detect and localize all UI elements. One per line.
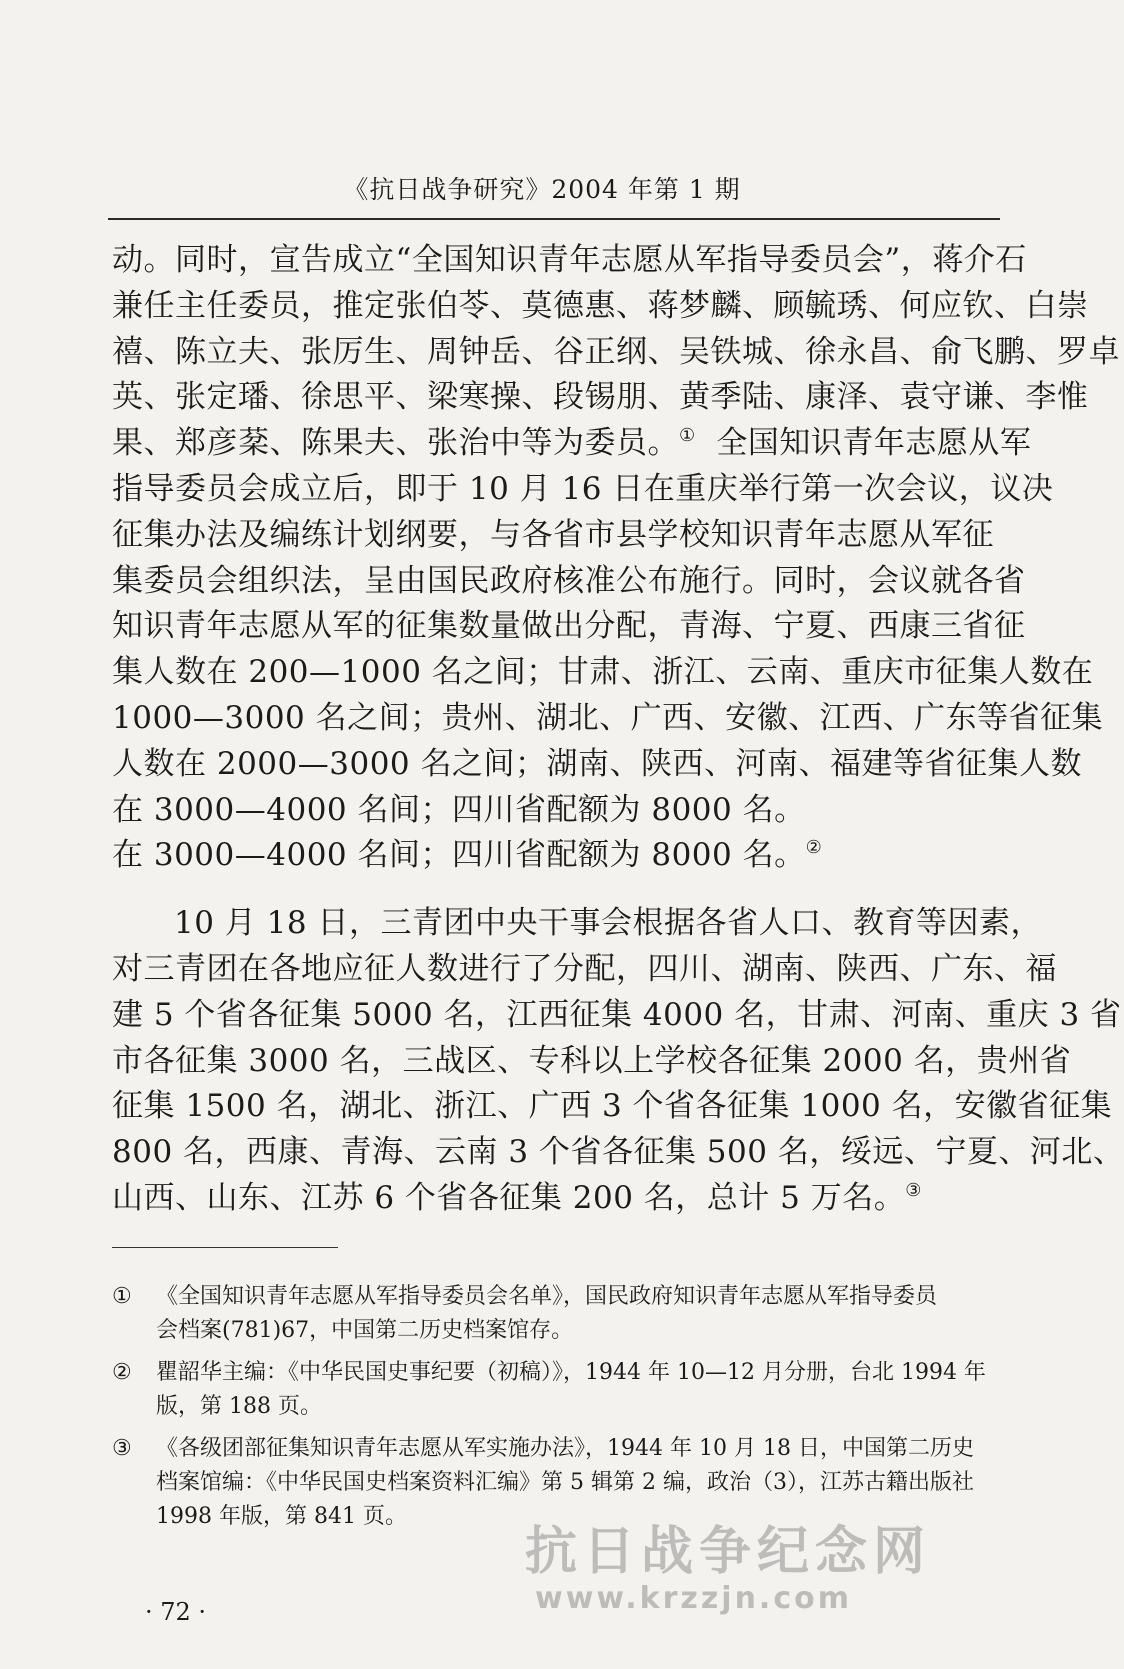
text-line: 10 月 18 日，三青团中央干事会根据各省人口、教育等因素， — [174, 905, 1042, 942]
footnote-line: 瞿韶华主编：《中华民国史事纪要（初稿）》，1944 年 10—12 月分册，台北 1994 年 — [156, 1360, 986, 1385]
text-line: 在 3000—4000 名间；四川省配额为 8000 名。 — [112, 791, 806, 828]
footnote-ref-2[interactable]: ② — [805, 837, 823, 859]
text-segment: 全国知识青年志愿从军 — [716, 425, 1032, 462]
footnote-2 — [112, 1356, 1000, 1424]
footnote-3 — [112, 1432, 1000, 1534]
footnote-rule — [112, 1247, 338, 1248]
text-line — [112, 421, 1032, 467]
footnote-1 — [112, 1280, 1000, 1348]
text-segment: 果、郑彦棻、陈果夫、张治中等为委员。 — [112, 425, 679, 462]
text-line: 对三青团在各地应征人数进行了分配，四川、湖南、陕西、广东、福 — [112, 950, 1057, 987]
text-line: 征集 1500 名，湖北、浙江、广西 3 个省各征集 1000 名，安徽省征集 — [112, 1088, 1113, 1125]
paragraph-gap — [112, 879, 1000, 901]
footnote-mark: ② — [112, 1360, 132, 1385]
footnote-ref-3[interactable]: ③ — [905, 1179, 922, 1201]
text-line: 知识青年志愿从军的征集数量做出分配，青海、宁夏、西康三省征 — [112, 608, 1026, 645]
footnote-mark: ③ — [112, 1436, 132, 1461]
text-line — [112, 833, 1000, 879]
footnotes — [112, 1280, 1000, 1542]
text-line: 指导委员会成立后，即于 10 月 16 日在重庆举行第一次会议，议决 — [112, 470, 1054, 507]
page-number: · 72 · — [145, 1598, 207, 1626]
header-rule — [108, 218, 1000, 220]
body-text — [112, 238, 1124, 1222]
footnote-line: 1998 年版，第 841 页。 — [156, 1504, 407, 1529]
running-header: 《抗日战争研究》2004 年第 1 期 — [343, 175, 741, 204]
text-line: 市各征集 3000 名，三战区、专科以上学校各征集 2000 名，贵州省 — [112, 1042, 1072, 1079]
text-line: 征集办法及编练计划纲要，与各省市县学校知识青年志愿从军征 — [112, 516, 994, 553]
footnote-mark: ① — [112, 1284, 132, 1309]
text-line: 山西、山东、江苏 6 个省各征集 200 名，总计 5 万名。③ — [112, 1179, 922, 1216]
text-segment: 在 3000—4000 名间；四川省配额为 8000 名。 — [112, 837, 806, 874]
text-line: 集委员会组织法，呈由国民政府核准公布施行。同时，会议就各省 — [112, 562, 1026, 599]
text-line: 集人数在 200—1000 名之间；甘肃、浙江、云南、重庆市征集人数在 — [112, 654, 1094, 691]
text-line: 1000—3000 名之间；贵州、湖北、广西、安徽、江西、广东等省征集 — [112, 699, 1104, 736]
footnote-line: 档案馆编：《中华民国史档案资料汇编》第 5 辑第 2 编，政治（3），江苏古籍出版社 — [156, 1470, 974, 1495]
text-line: 建 5 个省各征集 5000 名，江西征集 4000 名，甘肃、河南、重庆 3 省 — [112, 996, 1122, 1033]
footnote-ref-1[interactable]: ① — [679, 425, 696, 447]
footnote-line: 《全国知识青年志愿从军指导委员会名单》，国民政府知识青年志愿从军指导委员 — [156, 1284, 938, 1309]
text-line: 800 名，西康、青海、云南 3 个省各征集 500 名，绥远、宁夏、河北、 — [112, 1134, 1124, 1171]
text-line: 人数在 2000—3000 名之间；湖南、陕西、河南、福建等省征集人数 — [112, 745, 1082, 782]
text-line: 英、张定璠、徐思平、梁寒操、段锡朋、黄季陆、康泽、袁守谦、李惟 — [112, 379, 1089, 416]
footnote-line: 《各级团部征集知识青年志愿从军实施办法》，1944 年 10 月 18 日，中国第二历史 — [156, 1436, 974, 1461]
footnote-line: 会档案(781)67，中国第二历史档案馆存。 — [156, 1318, 574, 1343]
text-line: 动。同时，宣告成立“全国知识青年志愿从军指导委员会”，蒋介石 — [112, 242, 1027, 278]
watermark-text: 抗日战争纪念网 — [525, 1522, 932, 1582]
footnote-line: 版，第 188 页。 — [156, 1394, 322, 1419]
text-line: 禧、陈立夫、张厉生、周钟岳、谷正纲、吴铁城、徐永昌、俞飞鹏、罗卓 — [112, 333, 1120, 370]
text-line: 兼任主任委员，推定张伯苓、莫德惠、蒋梦麟、顾毓琇、何应钦、白崇 — [112, 287, 1089, 324]
watermark-url: www.krzzjn.com — [535, 1581, 852, 1616]
